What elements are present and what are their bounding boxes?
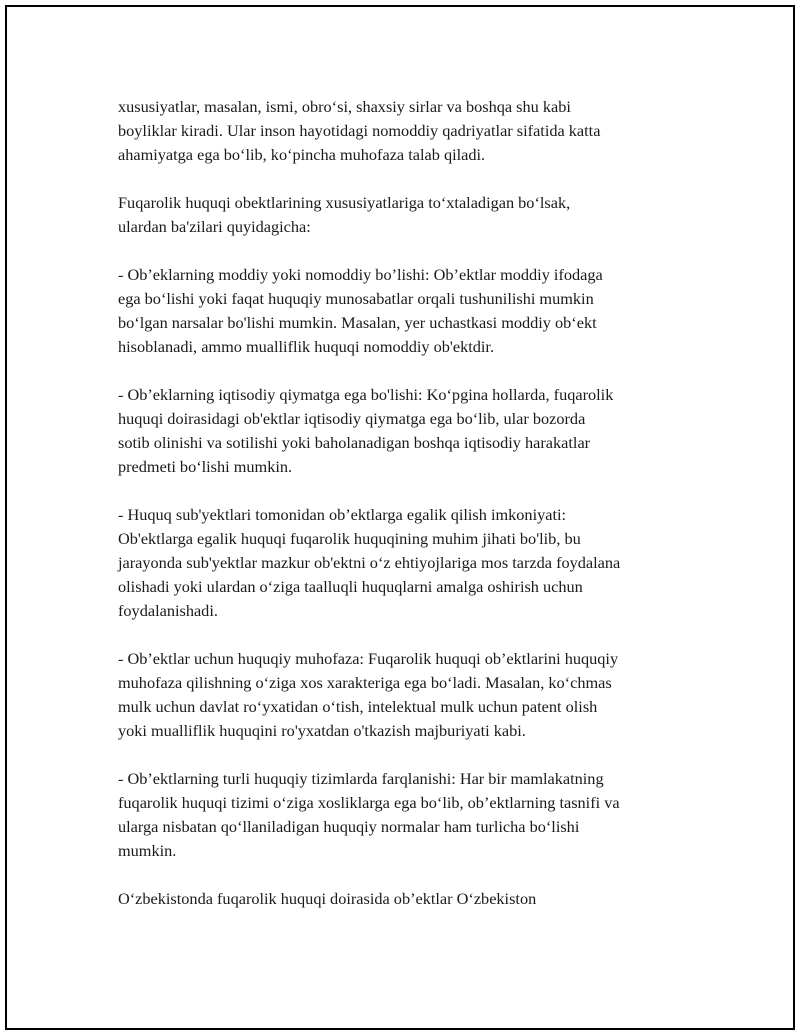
page-frame	[5, 5, 795, 1030]
text-line: - Ob’ektlarning turli huquqiy tizimlarda farqlanishi: Har bir mamlakatning	[118, 769, 604, 788]
text-line: Ob'ektlarga egalik huquqi fuqarolik huquqining muhim jihati bo'lib, bu	[118, 529, 581, 548]
text-line: ulardan ba'zilari quyidagicha:	[118, 217, 311, 236]
text-line: huquqi doirasidagi ob'ektlar iqtisodiy qiymatga ega bo‘lib, ular bozorda	[118, 409, 586, 428]
document-body	[118, 95, 708, 935]
text-line: ahamiyatga ega bo‘lib, ko‘pincha muhofaza talab qiladi.	[118, 145, 486, 164]
text-line: muhofaza qilishning o‘ziga xos xarakteriga ega bo‘ladi. Masalan, ko‘chmas	[118, 673, 612, 692]
text-line: Fuqarolik huquqi obektlarining xususiyatlariga to‘xtaladigan bo‘lsak,	[118, 193, 571, 212]
text-line: hisoblanadi, ammo mualliflik huquqi nomoddiy ob'ektdir.	[118, 337, 495, 356]
paragraph	[118, 767, 708, 863]
text-line: mumkin.	[118, 841, 177, 860]
text-line: jarayonda sub'yektlar mazkur ob'ektni o‘z ehtiyojlariga mos tarzda foydalana	[118, 553, 621, 572]
text-line: O‘zbekistonda fuqarolik huquqi doirasida ob’ektlar O‘zbekiston	[118, 889, 537, 908]
text-line: bo‘lgan narsalar bo'lishi mumkin. Masalan, yer uchastkasi moddiy ob‘ekt	[118, 313, 597, 332]
text-line: xususiyatlar, masalan, ismi, obro‘si, shaxsiy sirlar va boshqa shu kabi	[118, 97, 571, 116]
text-line: ularga nisbatan qo‘llaniladigan huquqiy normalar ham turlicha bo‘lishi	[118, 817, 580, 836]
text-line: - Ob’eklarning moddiy yoki nomoddiy bo’lishi: Ob’ektlar moddiy ifodaga	[118, 265, 603, 284]
paragraph	[118, 887, 708, 911]
text-line: - Ob’eklarning iqtisodiy qiymatga ega bo'lishi: Ko‘pgina hollarda, fuqarolik	[118, 385, 614, 404]
paragraph	[118, 647, 708, 743]
paragraph	[118, 383, 708, 479]
text-line: foydalanishadi.	[118, 601, 218, 620]
text-line: sotib olinishi va sotilishi yoki baholanadigan boshqa iqtisodiy harakatlar	[118, 433, 591, 452]
text-line: fuqarolik huquqi tizimi o‘ziga xosliklarga ega bo‘lib, ob’ektlarning tasnifi va	[118, 793, 620, 812]
paragraph	[118, 263, 708, 359]
text-line: olishadi yoki ulardan o‘ziga taalluqli huquqlarni amalga oshirish uchun	[118, 577, 583, 596]
paragraph	[118, 503, 708, 623]
text-line: predmeti bo‘lishi mumkin.	[118, 457, 293, 476]
text-line: boyliklar kiradi. Ular inson hayotidagi nomoddiy qadriyatlar sifatida katta	[118, 121, 601, 140]
text-line: mulk uchun davlat ro‘yxatidan o‘tish, intelektual mulk uchun patent olish	[118, 697, 598, 716]
text-line: yoki mualliflik huquqini ro'yxatdan o'tkazish majburiyati kabi.	[118, 721, 526, 740]
text-line: ega bo‘lishi yoki faqat huquqiy munosabatlar orqali tushunilishi mumkin	[118, 289, 594, 308]
paragraph	[118, 95, 708, 167]
text-line: - Ob’ektlar uchun huquqiy muhofaza: Fuqarolik huquqi ob’ektlarini huquqiy	[118, 649, 619, 668]
paragraph	[118, 191, 708, 239]
text-line: - Huquq sub'yektlari tomonidan ob’ektlarga egalik qilish imkoniyati:	[118, 505, 567, 524]
